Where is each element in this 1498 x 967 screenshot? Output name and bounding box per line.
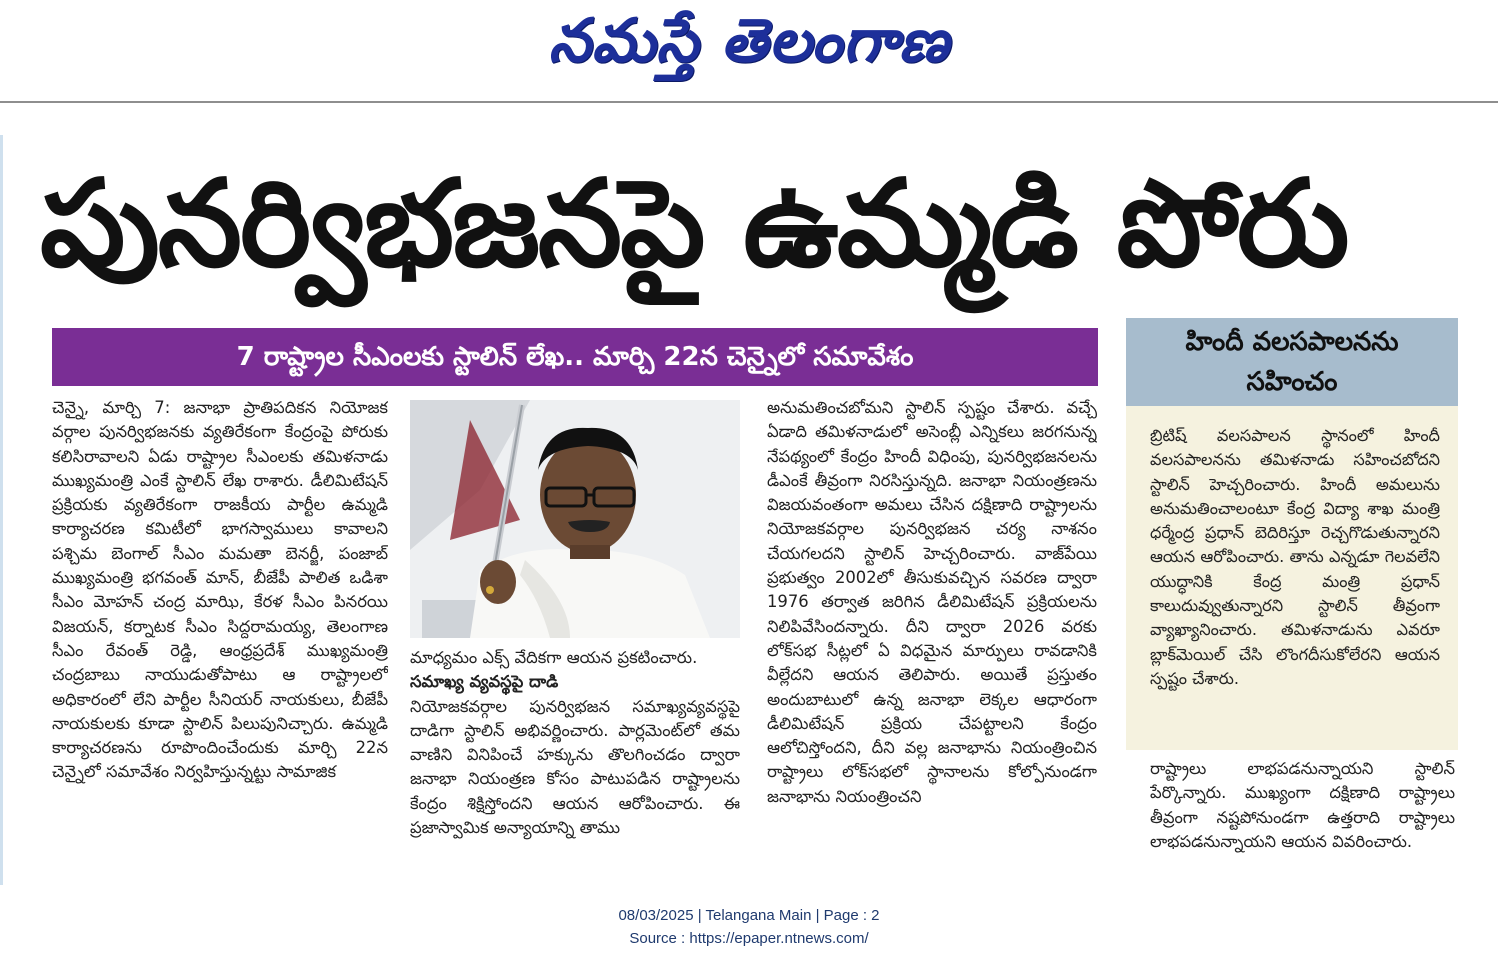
footer-date-edition: 08/03/2025 | Telangana Main | Page : 2 — [618, 907, 880, 924]
column-2-subhead: సమాఖ్య వ్యవస్థపై దాడి — [410, 672, 559, 692]
sidebar-heading-line-2: సహించం — [1246, 367, 1338, 397]
masthead-divider — [0, 101, 1498, 103]
footer-source-link[interactable]: Source : https://epaper.ntnews.com/ — [629, 930, 869, 947]
column-2-text: నియోజకవర్గాల పునర్విభజన సమాఖ్యవ్యవస్థపై దాడిగా స్టాలిన్ అభివర్ణించారు. పార్లమెంట్‌లో తమ వాణిని వినిపించే హక్కును తొలగించడం ద్వారా జనాభా నియంత్రణ కోసం పాటుపడిన రాష్ట్రాలను కేంద్రం శిక్షిస్తోందని ఆయన ఆరోపించారు. ఈ ప్రజాస్వామిక అన్యాయాన్ని తాము — [410, 696, 740, 838]
page-footer — [0, 904, 1498, 950]
article-subheadline: 7 రాష్ట్రాల సీఎంలకు స్టాలిన్ లేఖ.. మార్చి 22న చెన్నైలో సమావేశం — [52, 328, 1098, 386]
article-column-2 — [410, 646, 740, 862]
column-4-text: రాష్ట్రాలు లాభపడనున్నాయని స్టాలిన్ పేర్కొన్నారు. ముఖ్యంగా దక్షిణాది రాష్ట్రాలు తీవ్రంగా నష్టపోనుండగా ఉత్తరాది రాష్ట్రాలు లాభపడనున్నాయని ఆయన వివరించారు. — [1150, 759, 1455, 851]
article-column-1 — [52, 396, 388, 862]
stalin-photo-illustration — [410, 400, 740, 638]
column-3-text: అనుమతించబోమని స్టాలిన్ స్పష్టం చేశారు. వచ్చే ఏడాది తమిళనాడులో అసెంబ్లీ ఎన్నికలు జరగనున్న నేపథ్యంలో కేంద్రం హిందీ విధింపు, పునర్విభజనలను డీఎంకే తీవ్రంగా నిరసిస్తున్నది. జనాభా నియంత్రణను విజయవంతంగా అమలు చేసిన దక్షిణాది రాష్ట్రాలను నియోజకవర్గాల పునర్విభజన చర్య నాశనం చేయగలదని స్టాలిన్ హెచ్చరించారు. వాజ్‌పేయి ప్రభుత్వం 2002లో తీసుకువచ్చిన సవరణ ద్వారా 1976 తర్వాత జరిగిన డీలిమిటేషన్ ప్రక్రియలను నిలిపివేసిందన్నారు. దీని ద్వారా 2026 వరకు లోక్‌సభ సీట్లలో ఏ విధమైన మార్పులు రావడానికి వీల్లేదని ఆయన తెలిపారు. అయితే ప్రస్తుతం అందుబాటులో ఉన్న జనాభా లెక్కల ఆధారంగా డీలిమిటేషన్ ప్రక్రియ చేపట్టాలని కేంద్రం ఆలోచిస్తోందని, దీని వల్ల జనాభాను నియంత్రించిన రాష్ట్రాలు లోక్‌సభలో స్థానాలను కోల్పోనుండగా జనాభాను నియంత్రించని — [767, 398, 1097, 806]
article-headline: పునర్విభజనపై ఉమ్మడి పోరు — [40, 155, 1348, 294]
masthead — [0, 0, 1498, 102]
page-edge-strip — [0, 135, 3, 885]
article-column-4 — [1150, 757, 1455, 867]
column-1-text: చెన్నై, మార్చి 7: జనాభా ప్రాతిపదికన నియోజక వర్గాల పునర్విభజనకు వ్యతిరేకంగా కేంద్రంపై పోరుకు కలిసిరావాలని ఏడు రాష్ట్రాల సీఎంలకు తమిళనాడు ముఖ్యమంత్రి ఎంకే స్టాలిన్ లేఖ రాశారు. డీలిమిటేషన్ ప్రక్రియకు వ్యతిరేకంగా రాజకీయ పార్టీల ఉమ్మడి కార్యాచరణ కమిటీలో భాగస్వాములు కావాలని పశ్చిమ బెంగాల్ సీఎం మమతా బెనర్జీ, పంజాబ్ ముఖ్యమంత్రి భగవంత్ మాన్, బీజేపీ పాలిత ఒడిశా సీఎం మోహన్ చంద్ర మాఝి, కేరళ సీఎం పినరయి విజయన్, కర్నాటక సీఎం సిద్దరామయ్య, తెలంగాణ సీఎం రేవంత్ రెడ్డి, ఆంధ్రప్రదేశ్ ముఖ్యమంత్రి చంద్రబాబు నాయుడుతోపాటు ఆ రాష్ట్రాలలో అధికారంలో లేని పార్టీల సీనియర్ నాయకులు, బీజేపీ నాయకులకు కూడా స్టాలిన్ పిలుపునిచ్చారు. ఉమ్మడి కార్యాచరణను రూపొందించేందుకు మార్చి 22న చెన్నైలో సమావేశం నిర్వహిస్తున్నట్టు సామాజిక — [52, 398, 388, 782]
sidebar-box — [1126, 406, 1458, 750]
column-2-caption-line: మాధ్యమం ఎక్స్ వేదికగా ఆయన ప్రకటించారు. — [410, 648, 698, 667]
article-column-3 — [767, 396, 1097, 862]
sidebar-heading — [1126, 318, 1458, 406]
sidebar-text: బ్రిటిష్ వలసపాలన స్థానంలో హిందీ వలసపాలనను తమిళనాడు సహించబోదని స్టాలిన్ హెచ్చరించారు. హిందీ అమలును అనుమతించాలంటూ కేంద్ర విద్యా శాఖ మంత్రి ధర్మేంద్ర ప్రధాన్ బెదిరిస్తూ రెచ్చగొడుతున్నారని ఆయన ఆరోపించారు. తాను ఎన్నడూ గెలవలేని యుద్ధానికి కేంద్ర మంత్రి ప్రధాన్ కాలుదువ్వుతున్నారని స్టాలిన్ తీవ్రంగా వ్యాఖ్యానించారు. తమిళనాడును ఎవరూ బ్లాక్‌మెయిల్ చేసి లొంగదీసుకోలేరని ఆయన స్పష్టం చేశారు. — [1150, 426, 1440, 688]
article-photo — [410, 400, 740, 638]
sidebar-heading-line-1: హిందీ వలసపాలనను — [1185, 327, 1399, 357]
newspaper-logo: నమస్తే తెలంగాణ — [548, 6, 950, 76]
